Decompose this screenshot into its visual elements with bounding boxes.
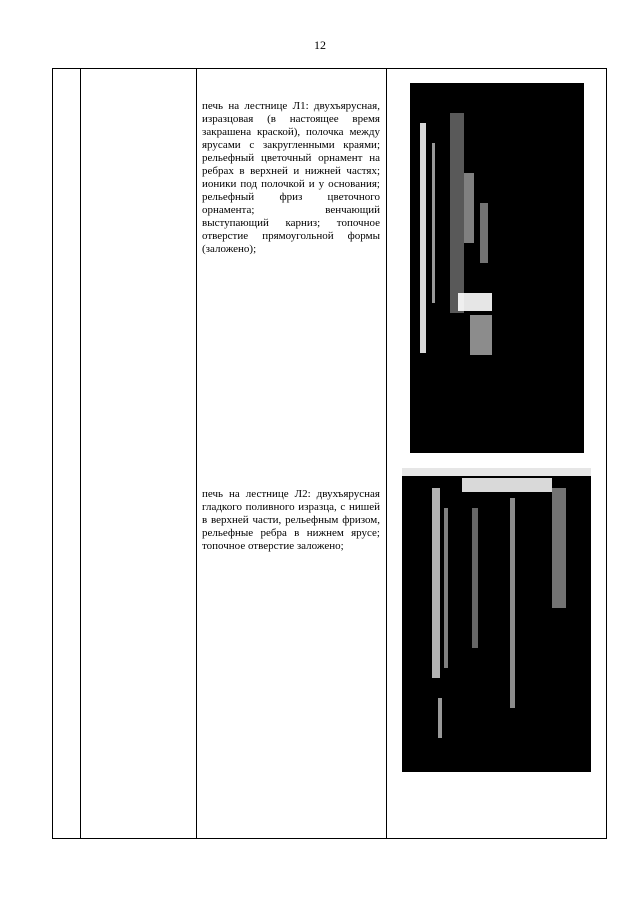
stove-l2-photo bbox=[402, 468, 591, 772]
monument-elements-table bbox=[52, 68, 607, 839]
table-column-divider bbox=[196, 69, 197, 838]
table-column-divider bbox=[386, 69, 387, 838]
stove-l1-description: печь на лестнице Л1: двухъярусная, изразцовая (в настоящее время закрашена краской), полочка между ярусами с закругленными краями; рельефный цветочный орнамент на ребрах в верхней и нижней частях; ионики под полочкой и у основания; рельефный фриз цветочного орнамента; венчающий выступающий карниз; топочное отверстие прямоугольной формы (заложено); bbox=[202, 100, 380, 255]
stove-l1-photo bbox=[410, 83, 584, 453]
page-number: 12 bbox=[314, 38, 326, 52]
stove-l2-description: печь на лестнице Л2: двухъярусная гладкого поливного изразца, с нишей в верхней части, рельефным фризом, рельефные ребра в нижнем ярусе; топочное отверстие заложено; bbox=[202, 488, 380, 552]
table-column-divider bbox=[80, 69, 81, 838]
